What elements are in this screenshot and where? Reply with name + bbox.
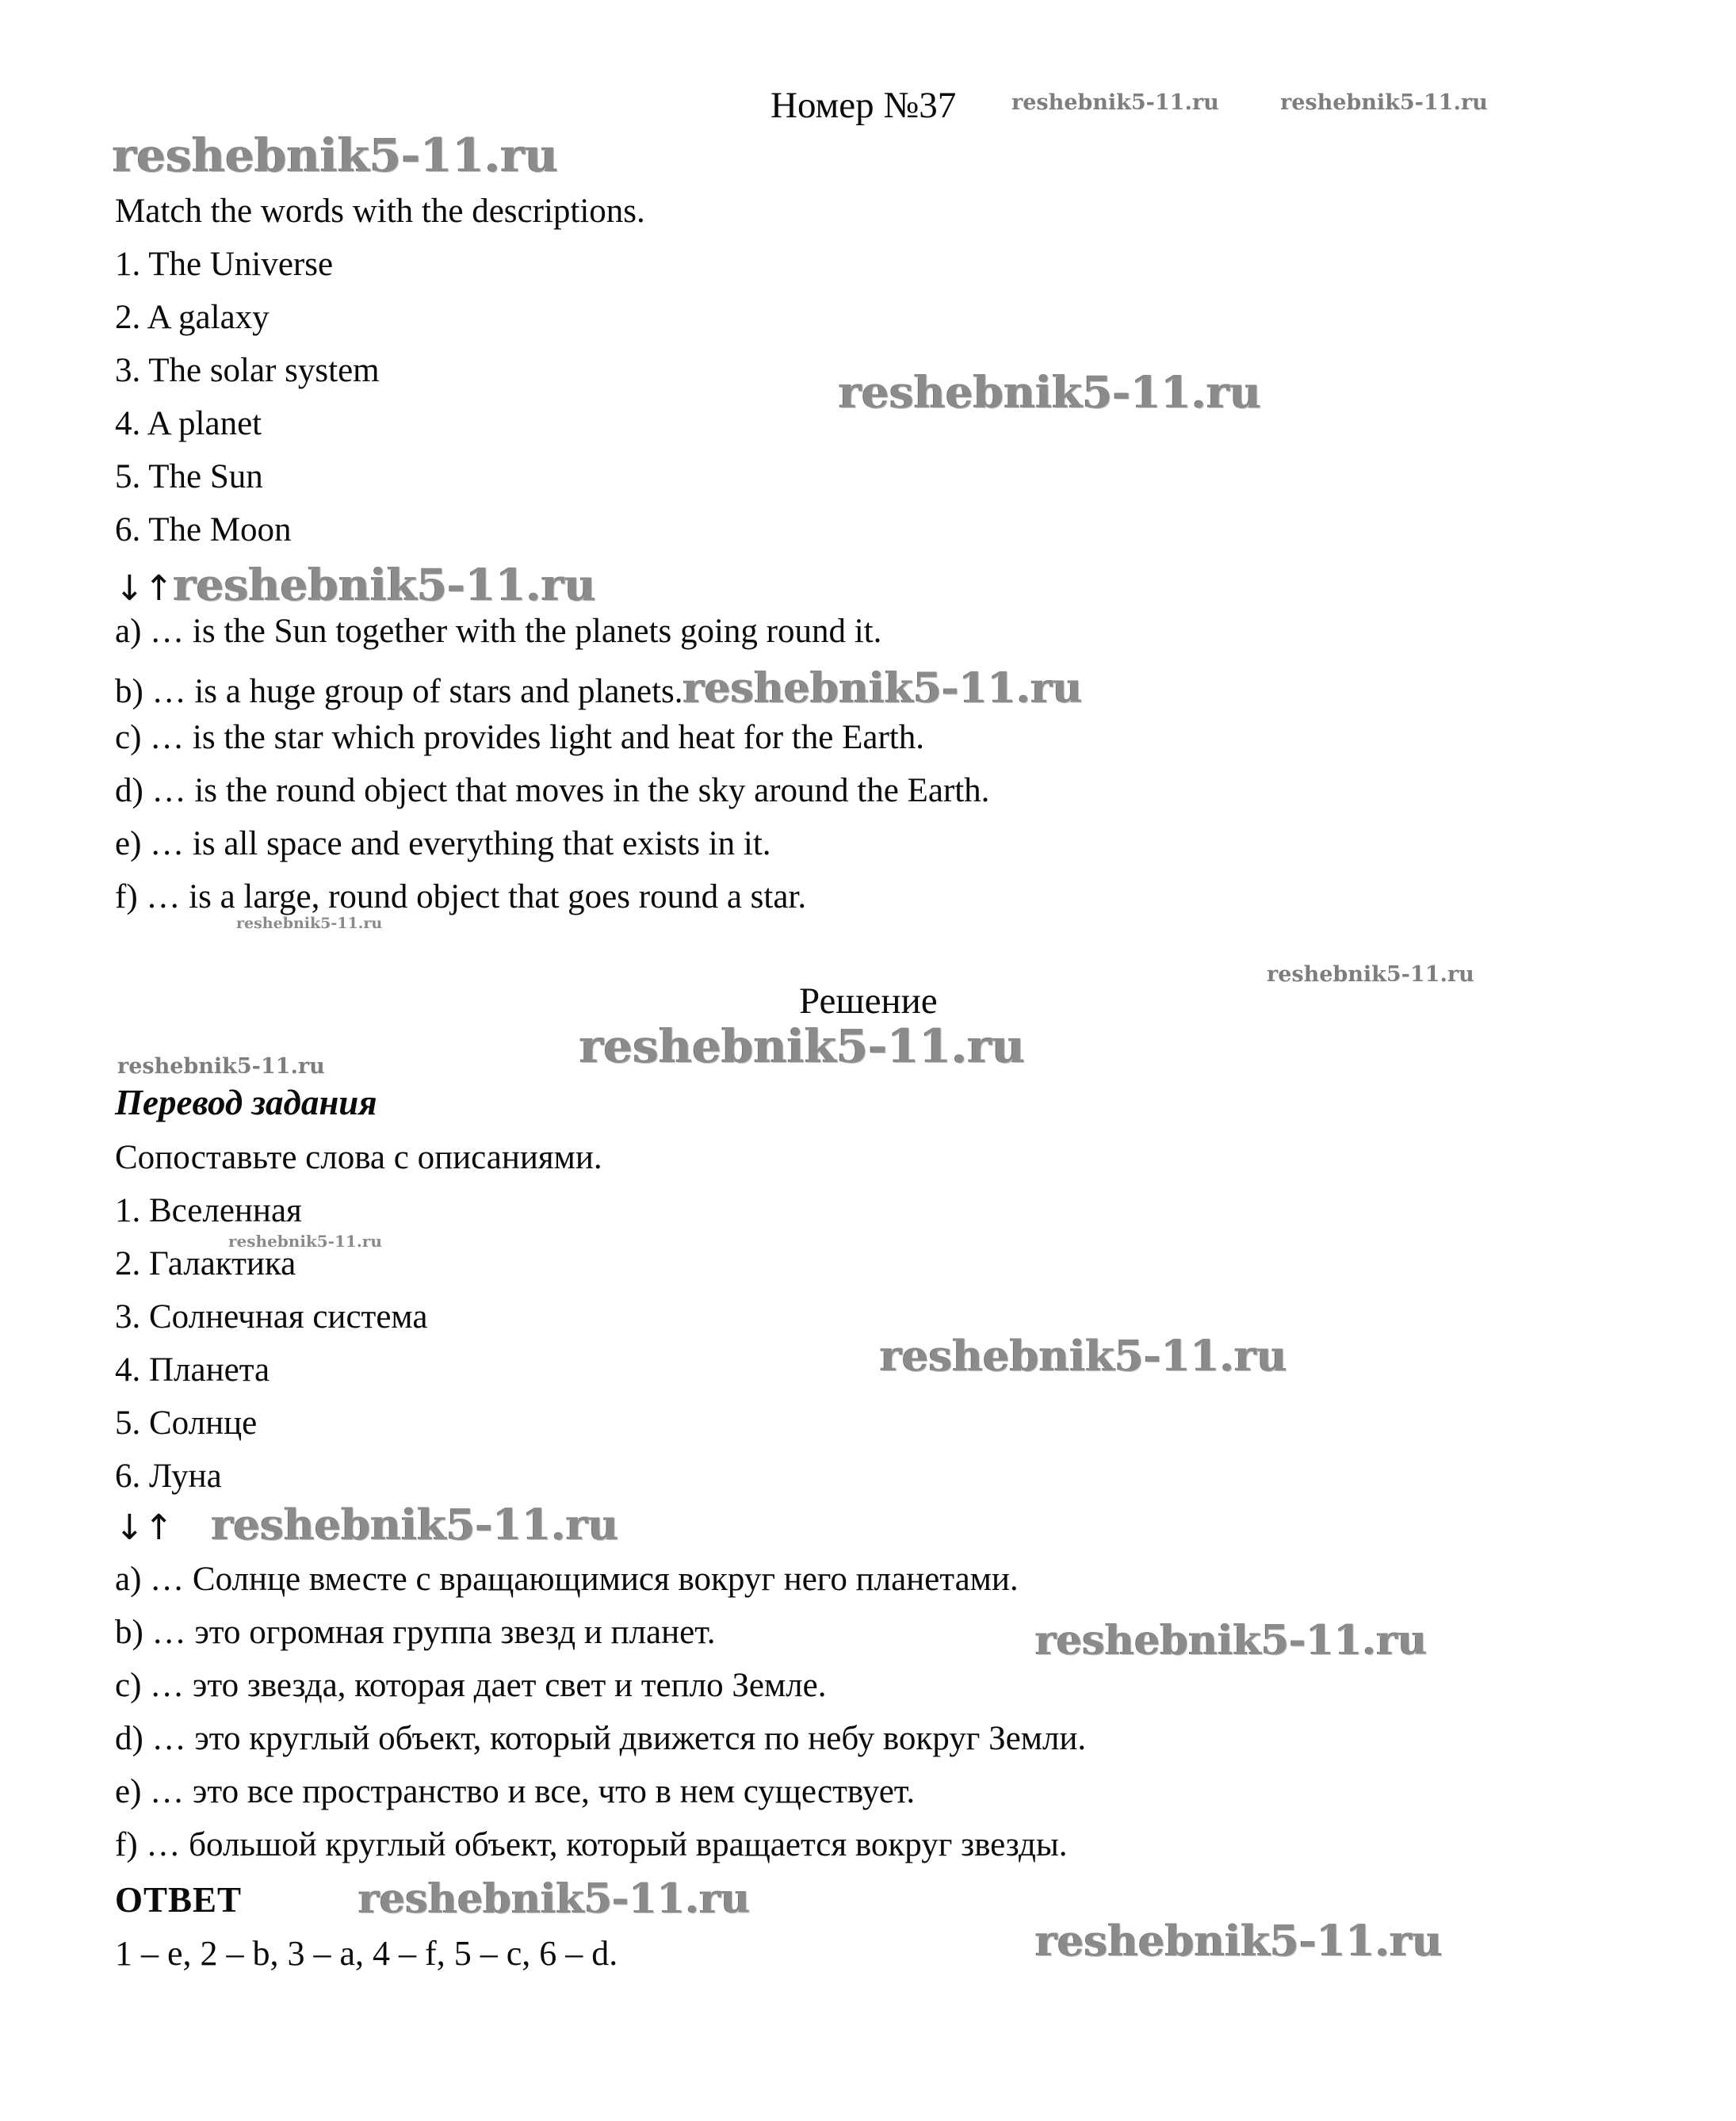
arrows-line-ru xyxy=(115,1501,618,1550)
en-desc-b-text: b) … is a huge group of stars and planets. xyxy=(115,673,683,710)
watermark-solution-big: reshebnik5-11.ru xyxy=(579,1019,1026,1073)
task-intro-en: Match the words with the descriptions. xyxy=(115,193,645,230)
en-desc-b xyxy=(115,665,1083,713)
watermark-arrows-ru: reshebnik5-11.ru xyxy=(211,1500,619,1550)
watermark-after-b-ru: reshebnik5-11.ru xyxy=(1035,1617,1428,1664)
en-desc-a: a) … is the Sun together with the planets going round it. xyxy=(115,613,882,650)
watermark-solution-left: reshebnik5-11.ru xyxy=(117,1054,325,1079)
watermark-arrows-en: reshebnik5-11.ru xyxy=(173,559,596,610)
en-desc-e: e) … is all space and everything that exists in it. xyxy=(115,825,771,862)
watermark-bottom-right: reshebnik5-11.ru xyxy=(1035,1917,1443,1966)
page-title: Номер №37 xyxy=(770,85,957,126)
watermark-center-en: reshebnik5-11.ru xyxy=(839,366,1262,418)
answer-label: ОТВЕТ xyxy=(115,1880,243,1920)
watermark-center-ru: reshebnik5-11.ru xyxy=(880,1332,1287,1381)
translation-heading: Перевод задания xyxy=(115,1083,377,1122)
ru-item-2: 2. Галактика xyxy=(115,1245,296,1282)
en-desc-d: d) … is the round object that moves in the sky around the Earth. xyxy=(115,772,990,809)
en-item-4: 4. A planet xyxy=(115,405,262,442)
en-item-2: 2. A galaxy xyxy=(115,299,270,336)
watermark-tiny-en: reshebnik5-11.ru xyxy=(236,915,383,932)
ru-desc-d: d) … это круглый объект, который движется по небу вокруг Земли. xyxy=(115,1720,1087,1757)
ru-item-3: 3. Солнечная система xyxy=(115,1298,428,1336)
watermark-top-2: reshebnik5-11.ru xyxy=(1280,90,1488,115)
task-intro-ru: Сопоставьте слова с описаниями. xyxy=(115,1139,602,1176)
watermark-logo: reshebnik5-11.ru xyxy=(113,128,559,182)
ru-item-4: 4. Планета xyxy=(115,1351,270,1389)
en-item-3: 3. The solar system xyxy=(115,352,380,389)
updown-arrows-icon-2: ↓↑ xyxy=(115,1508,174,1548)
updown-arrows-icon: ↓↑ xyxy=(115,568,174,609)
solution-heading: Решение xyxy=(799,980,938,1022)
watermark-top-1: reshebnik5-11.ru xyxy=(1011,90,1219,115)
ru-item-5: 5. Солнце xyxy=(115,1404,258,1442)
ru-desc-f: f) … большой круглый объект, который вращается вокруг звезды. xyxy=(115,1826,1068,1863)
ru-item-1: 1. Вселенная xyxy=(115,1192,302,1229)
watermark-tiny-ru: reshebnik5-11.ru xyxy=(228,1232,382,1251)
en-desc-c: c) … is the star which provides light and heat for the Earth. xyxy=(115,719,924,756)
en-item-5: 5. The Sun xyxy=(115,458,263,495)
en-desc-f: f) … is a large, round object that goes round a star. xyxy=(115,878,807,915)
watermark-solution-right: reshebnik5-11.ru xyxy=(1267,962,1474,987)
en-item-6: 6. The Moon xyxy=(115,511,292,548)
arrows-line-en xyxy=(115,560,596,610)
answer-text: 1 – e, 2 – b, 3 – a, 4 – f, 5 – c, 6 – d. xyxy=(115,1934,618,1973)
ru-desc-e: e) … это все пространство и все, что в нем существует. xyxy=(115,1773,916,1810)
ru-desc-b: b) … это огромная группа звезд и планет. xyxy=(115,1614,716,1651)
ru-item-6: 6. Луна xyxy=(115,1458,222,1495)
watermark-answer: reshebnik5-11.ru xyxy=(358,1875,751,1923)
watermark-after-b-en: reshebnik5-11.ru xyxy=(683,664,1083,713)
en-item-1: 1. The Universe xyxy=(115,246,334,283)
ru-desc-c: c) … это звезда, которая дает свет и тепло Земле. xyxy=(115,1667,827,1704)
ru-desc-a: a) … Солнце вместе с вращающимися вокруг него планетами. xyxy=(115,1561,1019,1598)
